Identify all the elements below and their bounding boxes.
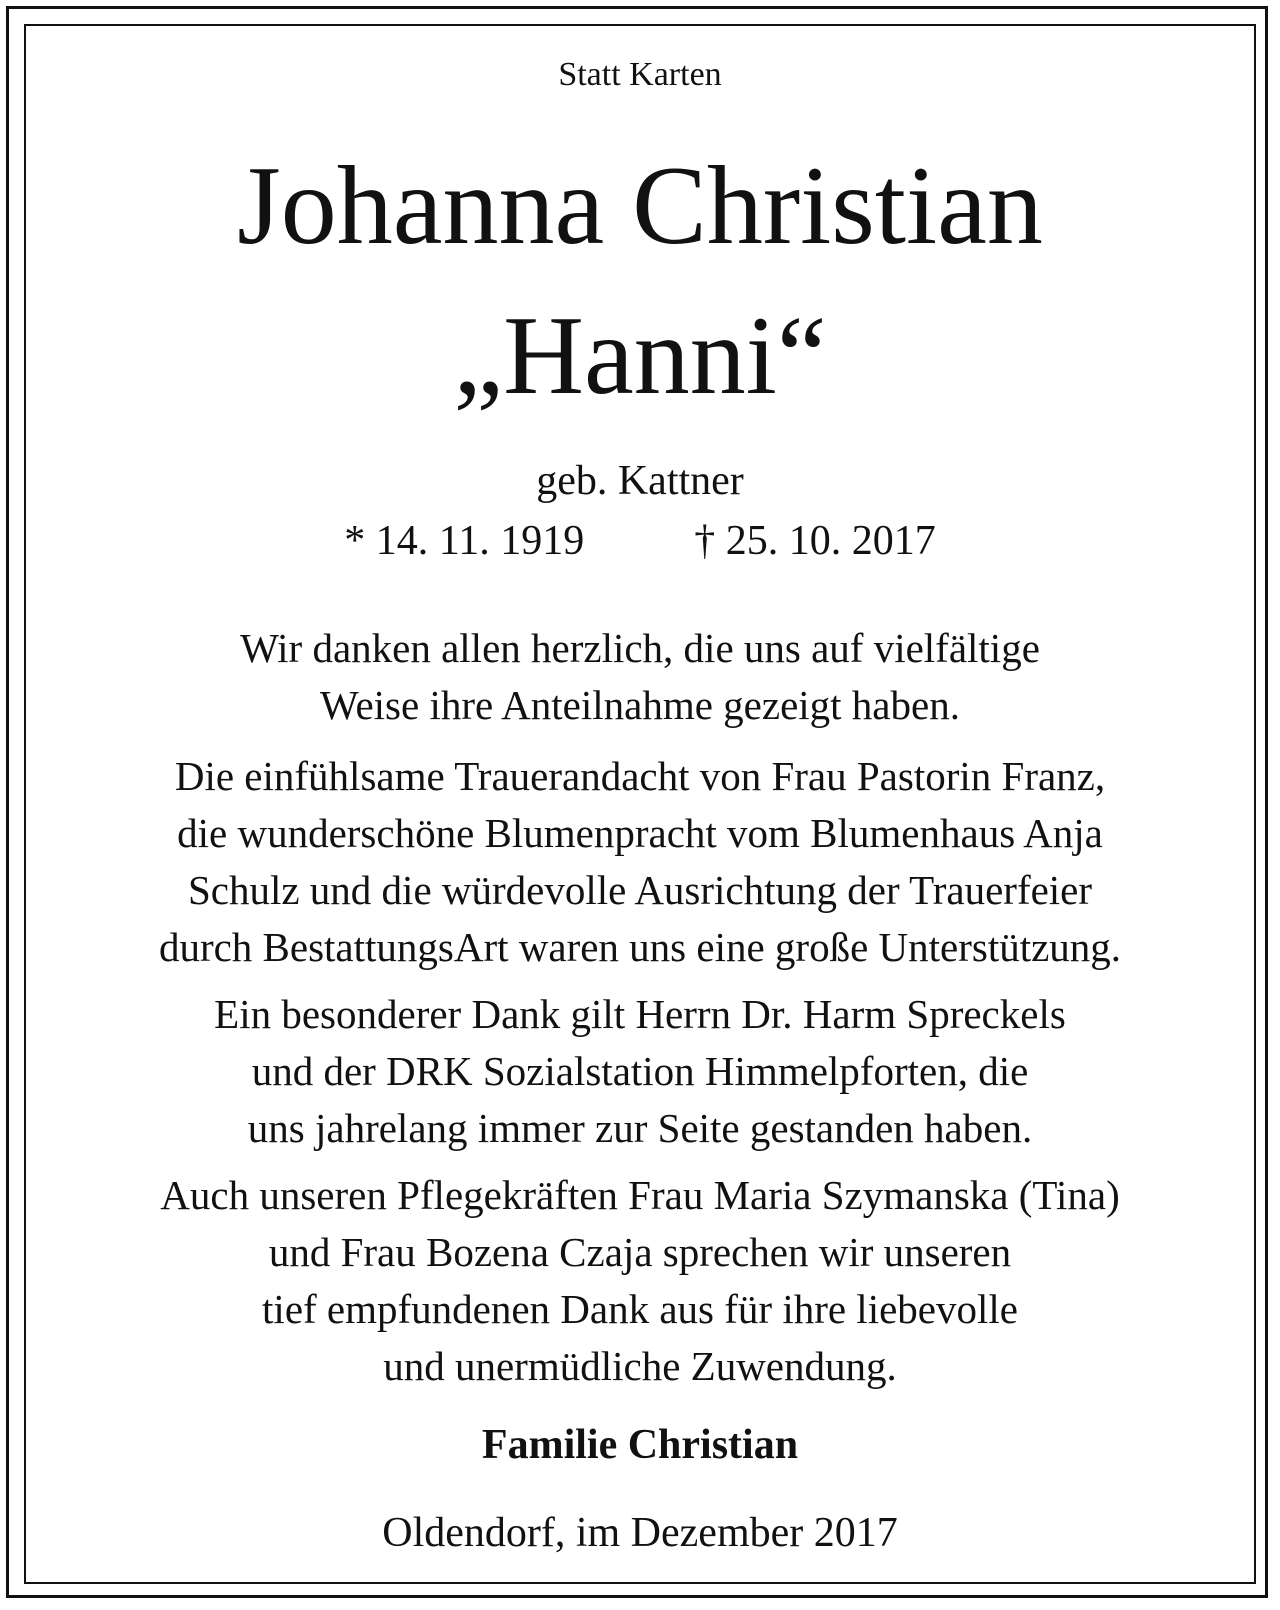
- paragraph-line: Auch unseren Pflegekräften Frau Maria Szymanska (Tina): [160, 1172, 1120, 1218]
- doctor-paragraph: [40, 986, 1240, 1157]
- paragraph-line: Die einfühlsame Trauerandacht von Frau Pastorin Franz,: [174, 753, 1106, 799]
- family-signature: Familie Christian: [481, 1422, 799, 1468]
- birth-date: * 14. 11. 1919: [344, 518, 585, 564]
- paragraph-line: und der DRK Sozialstation Himmelpforten, die: [251, 1048, 1029, 1094]
- paragraph-line: uns jahrelang immer zur Seite gestanden haben.: [247, 1105, 1033, 1151]
- paragraph-line: und unermüdliche Zuwendung.: [383, 1343, 897, 1389]
- paragraph-line: tief empfundenen Dank aus für ihre liebevolle: [262, 1286, 1018, 1332]
- life-dates: [40, 520, 1240, 562]
- place-and-date: Oldendorf, im Dezember 2017: [382, 1510, 898, 1556]
- caregivers-paragraph: [40, 1167, 1240, 1395]
- thanks-paragraph: [40, 620, 1240, 734]
- paragraph-line: Schulz und die würdevolle Ausrichtung der Trauerfeier: [187, 867, 1093, 913]
- paragraph-line: Wir danken allen herzlich, die uns auf vielfältige: [240, 625, 1040, 671]
- deceased-name: Johanna Christian: [237, 144, 1043, 268]
- paragraph-line: Ein besonderer Dank gilt Herrn Dr. Harm Spreckels: [214, 991, 1066, 1037]
- paragraph-line: und Frau Bozena Czaja sprechen wir unseren: [268, 1229, 1012, 1275]
- paragraph-line: Weise ihre Anteilnahme gezeigt haben.: [320, 682, 960, 728]
- death-date: † 25. 10. 2017: [694, 518, 936, 564]
- paragraph-line: durch BestattungsArt waren uns eine große Unterstützung.: [158, 924, 1122, 970]
- maiden-name: geb. Kattner: [536, 458, 744, 504]
- deceased-nickname: „Hanni“: [453, 294, 827, 418]
- service-paragraph: [40, 748, 1240, 976]
- paragraph-line: die wunderschöne Blumenpracht vom Blumenhaus Anja: [177, 810, 1103, 856]
- notice-header: Statt Karten: [558, 56, 722, 93]
